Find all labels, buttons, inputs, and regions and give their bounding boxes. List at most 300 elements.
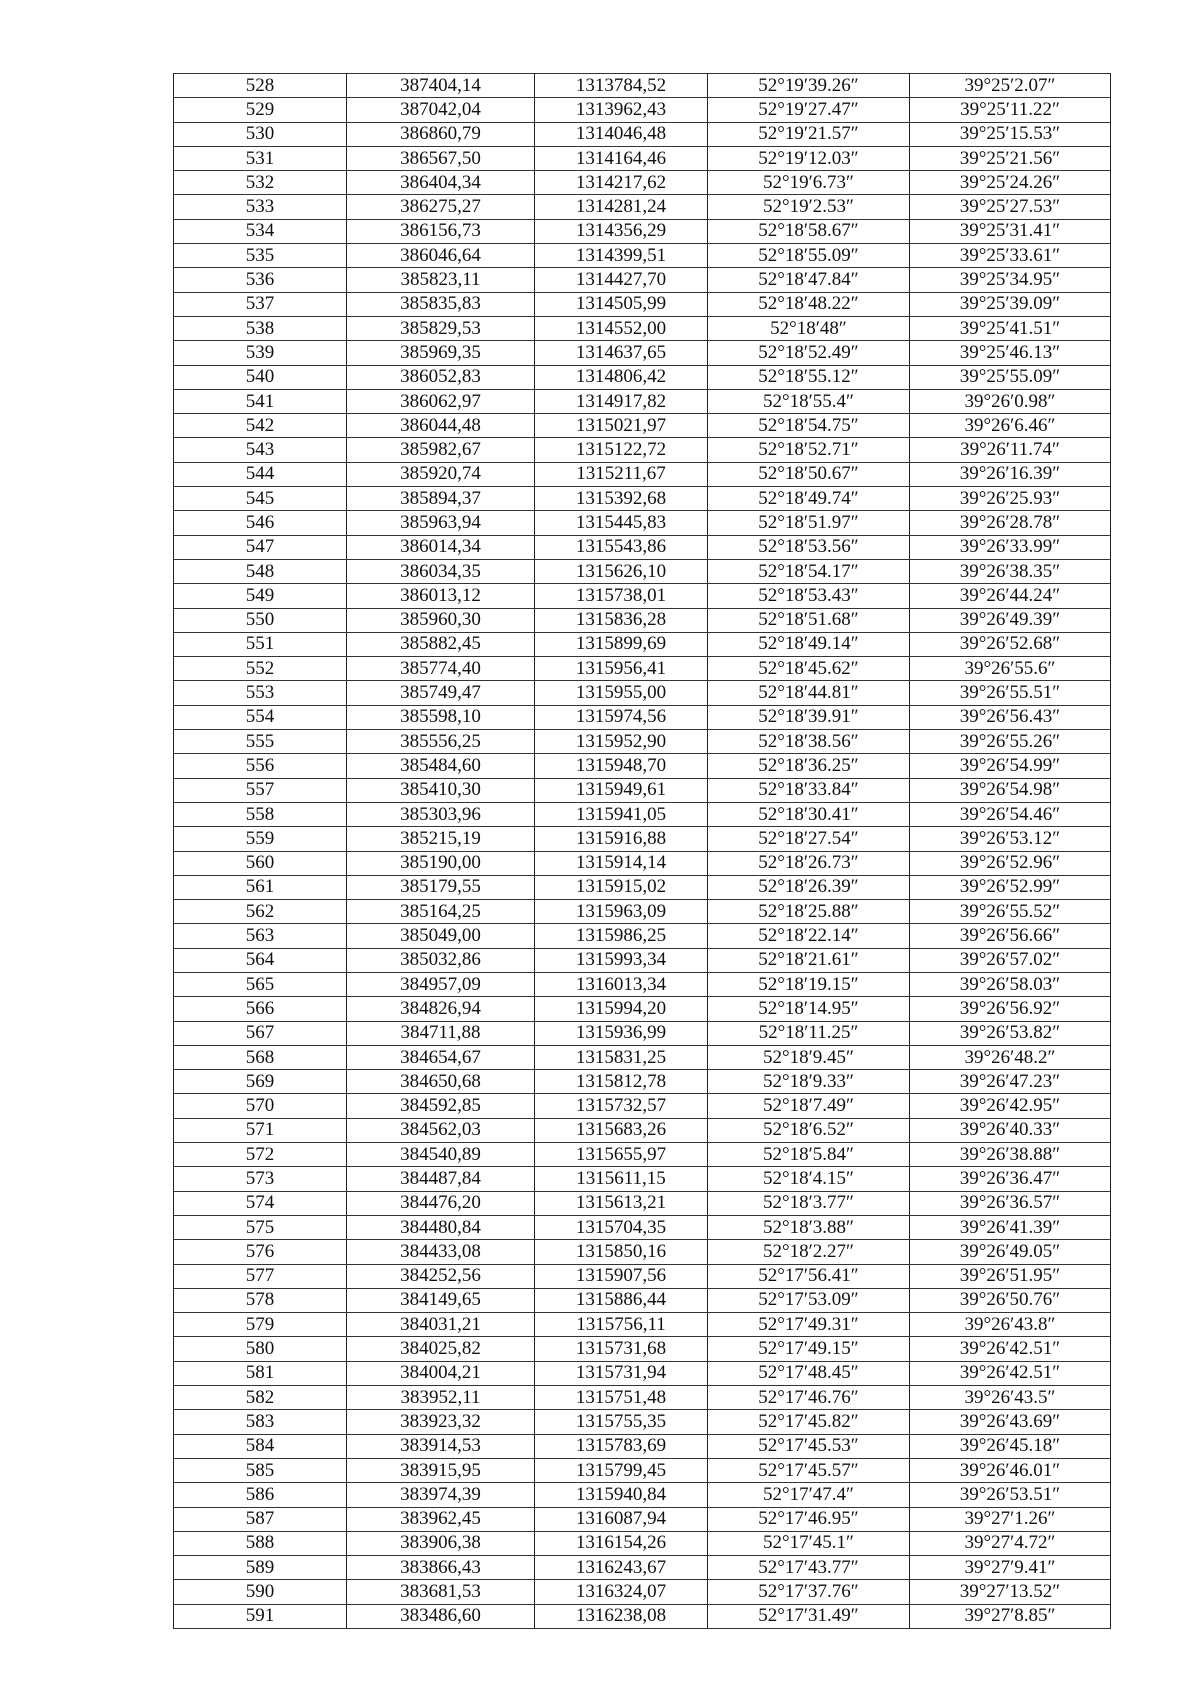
y-coordinate-cell: 1315812,78 [535,1070,708,1094]
longitude-cell: 39°26′40.33″ [910,1118,1111,1142]
point-number-cell: 561 [174,875,347,899]
y-coordinate-cell: 1315993,34 [535,948,708,972]
x-coordinate-cell: 383962,45 [347,1507,535,1531]
point-number-cell: 551 [174,632,347,656]
y-coordinate-cell: 1315915,02 [535,875,708,899]
y-coordinate-cell: 1315755,35 [535,1410,708,1434]
latitude-cell: 52°18′30.41″ [708,802,910,826]
point-number-cell: 580 [174,1337,347,1361]
x-coordinate-cell: 384004,21 [347,1361,535,1385]
longitude-cell: 39°26′42.51″ [910,1337,1111,1361]
point-number-cell: 549 [174,584,347,608]
table-row [174,438,1111,462]
y-coordinate-cell: 1315941,05 [535,802,708,826]
table-row [174,754,1111,778]
longitude-cell: 39°26′41.39″ [910,1215,1111,1239]
table-row [174,827,1111,851]
table-row [174,681,1111,705]
longitude-cell: 39°27′13.52″ [910,1580,1111,1604]
x-coordinate-cell: 383914,53 [347,1434,535,1458]
table-row [174,632,1111,656]
y-coordinate-cell: 1314046,48 [535,122,708,146]
latitude-cell: 52°18′26.39″ [708,875,910,899]
table-row [174,146,1111,170]
point-number-cell: 562 [174,900,347,924]
table-row [174,997,1111,1021]
longitude-cell: 39°26′50.76″ [910,1288,1111,1312]
table-row [174,98,1111,122]
longitude-cell: 39°26′25.93″ [910,487,1111,511]
latitude-cell: 52°18′11.25″ [708,1021,910,1045]
longitude-cell: 39°27′4.72″ [910,1531,1111,1555]
point-number-cell: 533 [174,195,347,219]
point-number-cell: 576 [174,1240,347,1264]
x-coordinate-cell: 384650,68 [347,1070,535,1094]
point-number-cell: 585 [174,1458,347,1482]
table-row [174,778,1111,802]
x-coordinate-cell: 386860,79 [347,122,535,146]
longitude-cell: 39°26′58.03″ [910,972,1111,996]
latitude-cell: 52°18′51.68″ [708,608,910,632]
x-coordinate-cell: 383866,43 [347,1556,535,1580]
point-number-cell: 552 [174,657,347,681]
y-coordinate-cell: 1316154,26 [535,1531,708,1555]
x-coordinate-cell: 386156,73 [347,219,535,243]
point-number-cell: 540 [174,365,347,389]
y-coordinate-cell: 1315738,01 [535,584,708,608]
longitude-cell: 39°25′39.09″ [910,292,1111,316]
table-row [174,1337,1111,1361]
point-number-cell: 534 [174,219,347,243]
point-number-cell: 557 [174,778,347,802]
y-coordinate-cell: 1314917,82 [535,389,708,413]
longitude-cell: 39°26′36.57″ [910,1191,1111,1215]
point-number-cell: 547 [174,535,347,559]
coordinates-table-body [174,74,1111,1629]
table-row [174,559,1111,583]
point-number-cell: 584 [174,1434,347,1458]
x-coordinate-cell: 385598,10 [347,705,535,729]
table-row [174,1361,1111,1385]
table-row [174,1191,1111,1215]
point-number-cell: 567 [174,1021,347,1045]
y-coordinate-cell: 1315886,44 [535,1288,708,1312]
y-coordinate-cell: 1316324,07 [535,1580,708,1604]
y-coordinate-cell: 1314505,99 [535,292,708,316]
y-coordinate-cell: 1315916,88 [535,827,708,851]
y-coordinate-cell: 1315850,16 [535,1240,708,1264]
x-coordinate-cell: 386567,50 [347,146,535,170]
y-coordinate-cell: 1315392,68 [535,487,708,511]
x-coordinate-cell: 387404,14 [347,74,535,98]
table-row [174,1434,1111,1458]
longitude-cell: 39°25′24.26″ [910,171,1111,195]
latitude-cell: 52°18′55.12″ [708,365,910,389]
y-coordinate-cell: 1315986,25 [535,924,708,948]
latitude-cell: 52°19′12.03″ [708,146,910,170]
latitude-cell: 52°18′55.09″ [708,244,910,268]
y-coordinate-cell: 1315907,56 [535,1264,708,1288]
latitude-cell: 52°18′36.25″ [708,754,910,778]
x-coordinate-cell: 385164,25 [347,900,535,924]
y-coordinate-cell: 1315783,69 [535,1434,708,1458]
latitude-cell: 52°18′54.75″ [708,414,910,438]
point-number-cell: 529 [174,98,347,122]
latitude-cell: 52°17′49.15″ [708,1337,910,1361]
latitude-cell: 52°17′46.76″ [708,1386,910,1410]
table-row [174,195,1111,219]
table-row [174,1264,1111,1288]
table-row [174,802,1111,826]
y-coordinate-cell: 1313962,43 [535,98,708,122]
longitude-cell: 39°25′34.95″ [910,268,1111,292]
y-coordinate-cell: 1316238,08 [535,1604,708,1628]
latitude-cell: 52°18′4.15″ [708,1167,910,1191]
y-coordinate-cell: 1316243,67 [535,1556,708,1580]
latitude-cell: 52°18′52.49″ [708,341,910,365]
x-coordinate-cell: 385484,60 [347,754,535,778]
point-number-cell: 536 [174,268,347,292]
point-number-cell: 573 [174,1167,347,1191]
longitude-cell: 39°26′55.51″ [910,681,1111,705]
longitude-cell: 39°26′55.26″ [910,730,1111,754]
longitude-cell: 39°26′38.35″ [910,559,1111,583]
x-coordinate-cell: 384480,84 [347,1215,535,1239]
point-number-cell: 560 [174,851,347,875]
table-row [174,584,1111,608]
longitude-cell: 39°25′15.53″ [910,122,1111,146]
x-coordinate-cell: 385920,74 [347,462,535,486]
latitude-cell: 52°17′46.95″ [708,1507,910,1531]
y-coordinate-cell: 1315963,09 [535,900,708,924]
longitude-cell: 39°26′51.95″ [910,1264,1111,1288]
latitude-cell: 52°18′50.67″ [708,462,910,486]
x-coordinate-cell: 385179,55 [347,875,535,899]
y-coordinate-cell: 1314281,24 [535,195,708,219]
table-row [174,414,1111,438]
longitude-cell: 39°27′8.85″ [910,1604,1111,1628]
longitude-cell: 39°27′9.41″ [910,1556,1111,1580]
x-coordinate-cell: 384711,88 [347,1021,535,1045]
table-row [174,219,1111,243]
point-number-cell: 590 [174,1580,347,1604]
table-row [174,171,1111,195]
y-coordinate-cell: 1315974,56 [535,705,708,729]
x-coordinate-cell: 384433,08 [347,1240,535,1264]
y-coordinate-cell: 1315956,41 [535,657,708,681]
longitude-cell: 39°26′36.47″ [910,1167,1111,1191]
table-row [174,535,1111,559]
latitude-cell: 52°18′53.56″ [708,535,910,559]
x-coordinate-cell: 384149,65 [347,1288,535,1312]
latitude-cell: 52°18′53.43″ [708,584,910,608]
latitude-cell: 52°18′38.56″ [708,730,910,754]
latitude-cell: 52°18′48.22″ [708,292,910,316]
point-number-cell: 577 [174,1264,347,1288]
y-coordinate-cell: 1315445,83 [535,511,708,535]
latitude-cell: 52°17′45.57″ [708,1458,910,1482]
point-number-cell: 528 [174,74,347,98]
x-coordinate-cell: 386046,64 [347,244,535,268]
table-row [174,74,1111,98]
point-number-cell: 538 [174,316,347,340]
latitude-cell: 52°18′48″ [708,316,910,340]
table-row [174,851,1111,875]
latitude-cell: 52°18′49.74″ [708,487,910,511]
x-coordinate-cell: 384654,67 [347,1045,535,1069]
latitude-cell: 52°17′53.09″ [708,1288,910,1312]
y-coordinate-cell: 1315731,94 [535,1361,708,1385]
x-coordinate-cell: 386034,35 [347,559,535,583]
x-coordinate-cell: 384540,89 [347,1143,535,1167]
longitude-cell: 39°26′0.98″ [910,389,1111,413]
table-row [174,1021,1111,1045]
y-coordinate-cell: 1314806,42 [535,365,708,389]
point-number-cell: 589 [174,1556,347,1580]
longitude-cell: 39°26′28.78″ [910,511,1111,535]
x-coordinate-cell: 384562,03 [347,1118,535,1142]
point-number-cell: 566 [174,997,347,1021]
x-coordinate-cell: 385556,25 [347,730,535,754]
y-coordinate-cell: 1315940,84 [535,1483,708,1507]
latitude-cell: 52°18′26.73″ [708,851,910,875]
longitude-cell: 39°26′53.12″ [910,827,1111,851]
y-coordinate-cell: 1315543,86 [535,535,708,559]
point-number-cell: 582 [174,1386,347,1410]
y-coordinate-cell: 1315021,97 [535,414,708,438]
table-row [174,657,1111,681]
y-coordinate-cell: 1314356,29 [535,219,708,243]
table-row [174,948,1111,972]
longitude-cell: 39°25′11.22″ [910,98,1111,122]
latitude-cell: 52°17′56.41″ [708,1264,910,1288]
y-coordinate-cell: 1315899,69 [535,632,708,656]
table-row [174,365,1111,389]
x-coordinate-cell: 385749,47 [347,681,535,705]
longitude-cell: 39°26′49.05″ [910,1240,1111,1264]
latitude-cell: 52°18′14.95″ [708,997,910,1021]
table-row [174,1045,1111,1069]
x-coordinate-cell: 384031,21 [347,1313,535,1337]
table-row [174,292,1111,316]
table-row [174,341,1111,365]
x-coordinate-cell: 383923,32 [347,1410,535,1434]
y-coordinate-cell: 1315704,35 [535,1215,708,1239]
x-coordinate-cell: 385303,96 [347,802,535,826]
x-coordinate-cell: 386013,12 [347,584,535,608]
table-row [174,1507,1111,1531]
table-row [174,1531,1111,1555]
table-row [174,1458,1111,1482]
y-coordinate-cell: 1315731,68 [535,1337,708,1361]
table-row [174,1580,1111,1604]
x-coordinate-cell: 386404,34 [347,171,535,195]
point-number-cell: 568 [174,1045,347,1069]
x-coordinate-cell: 384487,84 [347,1167,535,1191]
longitude-cell: 39°26′52.99″ [910,875,1111,899]
x-coordinate-cell: 385032,86 [347,948,535,972]
x-coordinate-cell: 385190,00 [347,851,535,875]
table-row [174,268,1111,292]
x-coordinate-cell: 386014,34 [347,535,535,559]
x-coordinate-cell: 383486,60 [347,1604,535,1628]
latitude-cell: 52°18′25.88″ [708,900,910,924]
y-coordinate-cell: 1314399,51 [535,244,708,268]
latitude-cell: 52°18′55.4″ [708,389,910,413]
y-coordinate-cell: 1314217,62 [535,171,708,195]
longitude-cell: 39°26′56.66″ [910,924,1111,948]
x-coordinate-cell: 385215,19 [347,827,535,851]
x-coordinate-cell: 385982,67 [347,438,535,462]
y-coordinate-cell: 1314427,70 [535,268,708,292]
point-number-cell: 563 [174,924,347,948]
table-row [174,924,1111,948]
table-row [174,1070,1111,1094]
latitude-cell: 52°18′44.81″ [708,681,910,705]
table-row [174,1118,1111,1142]
latitude-cell: 52°18′6.52″ [708,1118,910,1142]
longitude-cell: 39°26′6.46″ [910,414,1111,438]
latitude-cell: 52°19′6.73″ [708,171,910,195]
y-coordinate-cell: 1315936,99 [535,1021,708,1045]
x-coordinate-cell: 385894,37 [347,487,535,511]
y-coordinate-cell: 1315613,21 [535,1191,708,1215]
x-coordinate-cell: 386275,27 [347,195,535,219]
point-number-cell: 541 [174,389,347,413]
y-coordinate-cell: 1315611,15 [535,1167,708,1191]
longitude-cell: 39°26′11.74″ [910,438,1111,462]
latitude-cell: 52°18′47.84″ [708,268,910,292]
longitude-cell: 39°26′52.68″ [910,632,1111,656]
point-number-cell: 531 [174,146,347,170]
y-coordinate-cell: 1315955,00 [535,681,708,705]
latitude-cell: 52°18′52.71″ [708,438,910,462]
longitude-cell: 39°26′54.46″ [910,802,1111,826]
latitude-cell: 52°18′5.84″ [708,1143,910,1167]
latitude-cell: 52°18′49.14″ [708,632,910,656]
x-coordinate-cell: 384826,94 [347,997,535,1021]
x-coordinate-cell: 386044,48 [347,414,535,438]
point-number-cell: 571 [174,1118,347,1142]
table-row [174,511,1111,535]
point-number-cell: 591 [174,1604,347,1628]
latitude-cell: 52°18′2.27″ [708,1240,910,1264]
longitude-cell: 39°25′33.61″ [910,244,1111,268]
table-row [174,487,1111,511]
longitude-cell: 39°26′53.51″ [910,1483,1111,1507]
longitude-cell: 39°25′31.41″ [910,219,1111,243]
longitude-cell: 39°26′33.99″ [910,535,1111,559]
latitude-cell: 52°18′3.77″ [708,1191,910,1215]
table-row [174,1410,1111,1434]
latitude-cell: 52°18′9.45″ [708,1045,910,1069]
longitude-cell: 39°26′53.82″ [910,1021,1111,1045]
latitude-cell: 52°17′45.1″ [708,1531,910,1555]
latitude-cell: 52°18′45.62″ [708,657,910,681]
latitude-cell: 52°18′19.15″ [708,972,910,996]
latitude-cell: 52°18′7.49″ [708,1094,910,1118]
latitude-cell: 52°19′21.57″ [708,122,910,146]
table-row [174,608,1111,632]
table-row [174,705,1111,729]
x-coordinate-cell: 385774,40 [347,657,535,681]
table-row [174,1288,1111,1312]
table-row [174,900,1111,924]
latitude-cell: 52°17′49.31″ [708,1313,910,1337]
x-coordinate-cell: 384025,82 [347,1337,535,1361]
longitude-cell: 39°26′42.51″ [910,1361,1111,1385]
longitude-cell: 39°26′49.39″ [910,608,1111,632]
longitude-cell: 39°25′21.56″ [910,146,1111,170]
table-row [174,1556,1111,1580]
table-row [174,1215,1111,1239]
latitude-cell: 52°17′43.77″ [708,1556,910,1580]
table-row [174,244,1111,268]
y-coordinate-cell: 1315751,48 [535,1386,708,1410]
table-row [174,1313,1111,1337]
point-number-cell: 544 [174,462,347,486]
longitude-cell: 39°26′45.18″ [910,1434,1111,1458]
table-row [174,1604,1111,1628]
x-coordinate-cell: 385960,30 [347,608,535,632]
longitude-cell: 39°26′43.5″ [910,1386,1111,1410]
longitude-cell: 39°26′56.43″ [910,705,1111,729]
point-number-cell: 556 [174,754,347,778]
latitude-cell: 52°17′31.49″ [708,1604,910,1628]
x-coordinate-cell: 385963,94 [347,511,535,535]
y-coordinate-cell: 1315914,14 [535,851,708,875]
latitude-cell: 52°18′21.61″ [708,948,910,972]
point-number-cell: 542 [174,414,347,438]
table-row [174,730,1111,754]
longitude-cell: 39°25′2.07″ [910,74,1111,98]
point-number-cell: 530 [174,122,347,146]
point-number-cell: 565 [174,972,347,996]
latitude-cell: 52°18′27.54″ [708,827,910,851]
x-coordinate-cell: 383681,53 [347,1580,535,1604]
latitude-cell: 52°17′47.4″ [708,1483,910,1507]
table-row [174,1240,1111,1264]
point-number-cell: 587 [174,1507,347,1531]
longitude-cell: 39°26′46.01″ [910,1458,1111,1482]
table-row [174,1386,1111,1410]
x-coordinate-cell: 387042,04 [347,98,535,122]
y-coordinate-cell: 1315683,26 [535,1118,708,1142]
latitude-cell: 52°18′3.88″ [708,1215,910,1239]
x-coordinate-cell: 385969,35 [347,341,535,365]
x-coordinate-cell: 384252,56 [347,1264,535,1288]
table-row [174,1094,1111,1118]
latitude-cell: 52°18′33.84″ [708,778,910,802]
y-coordinate-cell: 1316087,94 [535,1507,708,1531]
longitude-cell: 39°26′57.02″ [910,948,1111,972]
point-number-cell: 555 [174,730,347,754]
x-coordinate-cell: 385829,53 [347,316,535,340]
table-row [174,972,1111,996]
point-number-cell: 575 [174,1215,347,1239]
x-coordinate-cell: 384592,85 [347,1094,535,1118]
table-row [174,122,1111,146]
y-coordinate-cell: 1315626,10 [535,559,708,583]
point-number-cell: 558 [174,802,347,826]
longitude-cell: 39°25′55.09″ [910,365,1111,389]
table-row [174,316,1111,340]
longitude-cell: 39°25′27.53″ [910,195,1111,219]
table-row [174,1143,1111,1167]
x-coordinate-cell: 383974,39 [347,1483,535,1507]
latitude-cell: 52°19′2.53″ [708,195,910,219]
x-coordinate-cell: 383952,11 [347,1386,535,1410]
